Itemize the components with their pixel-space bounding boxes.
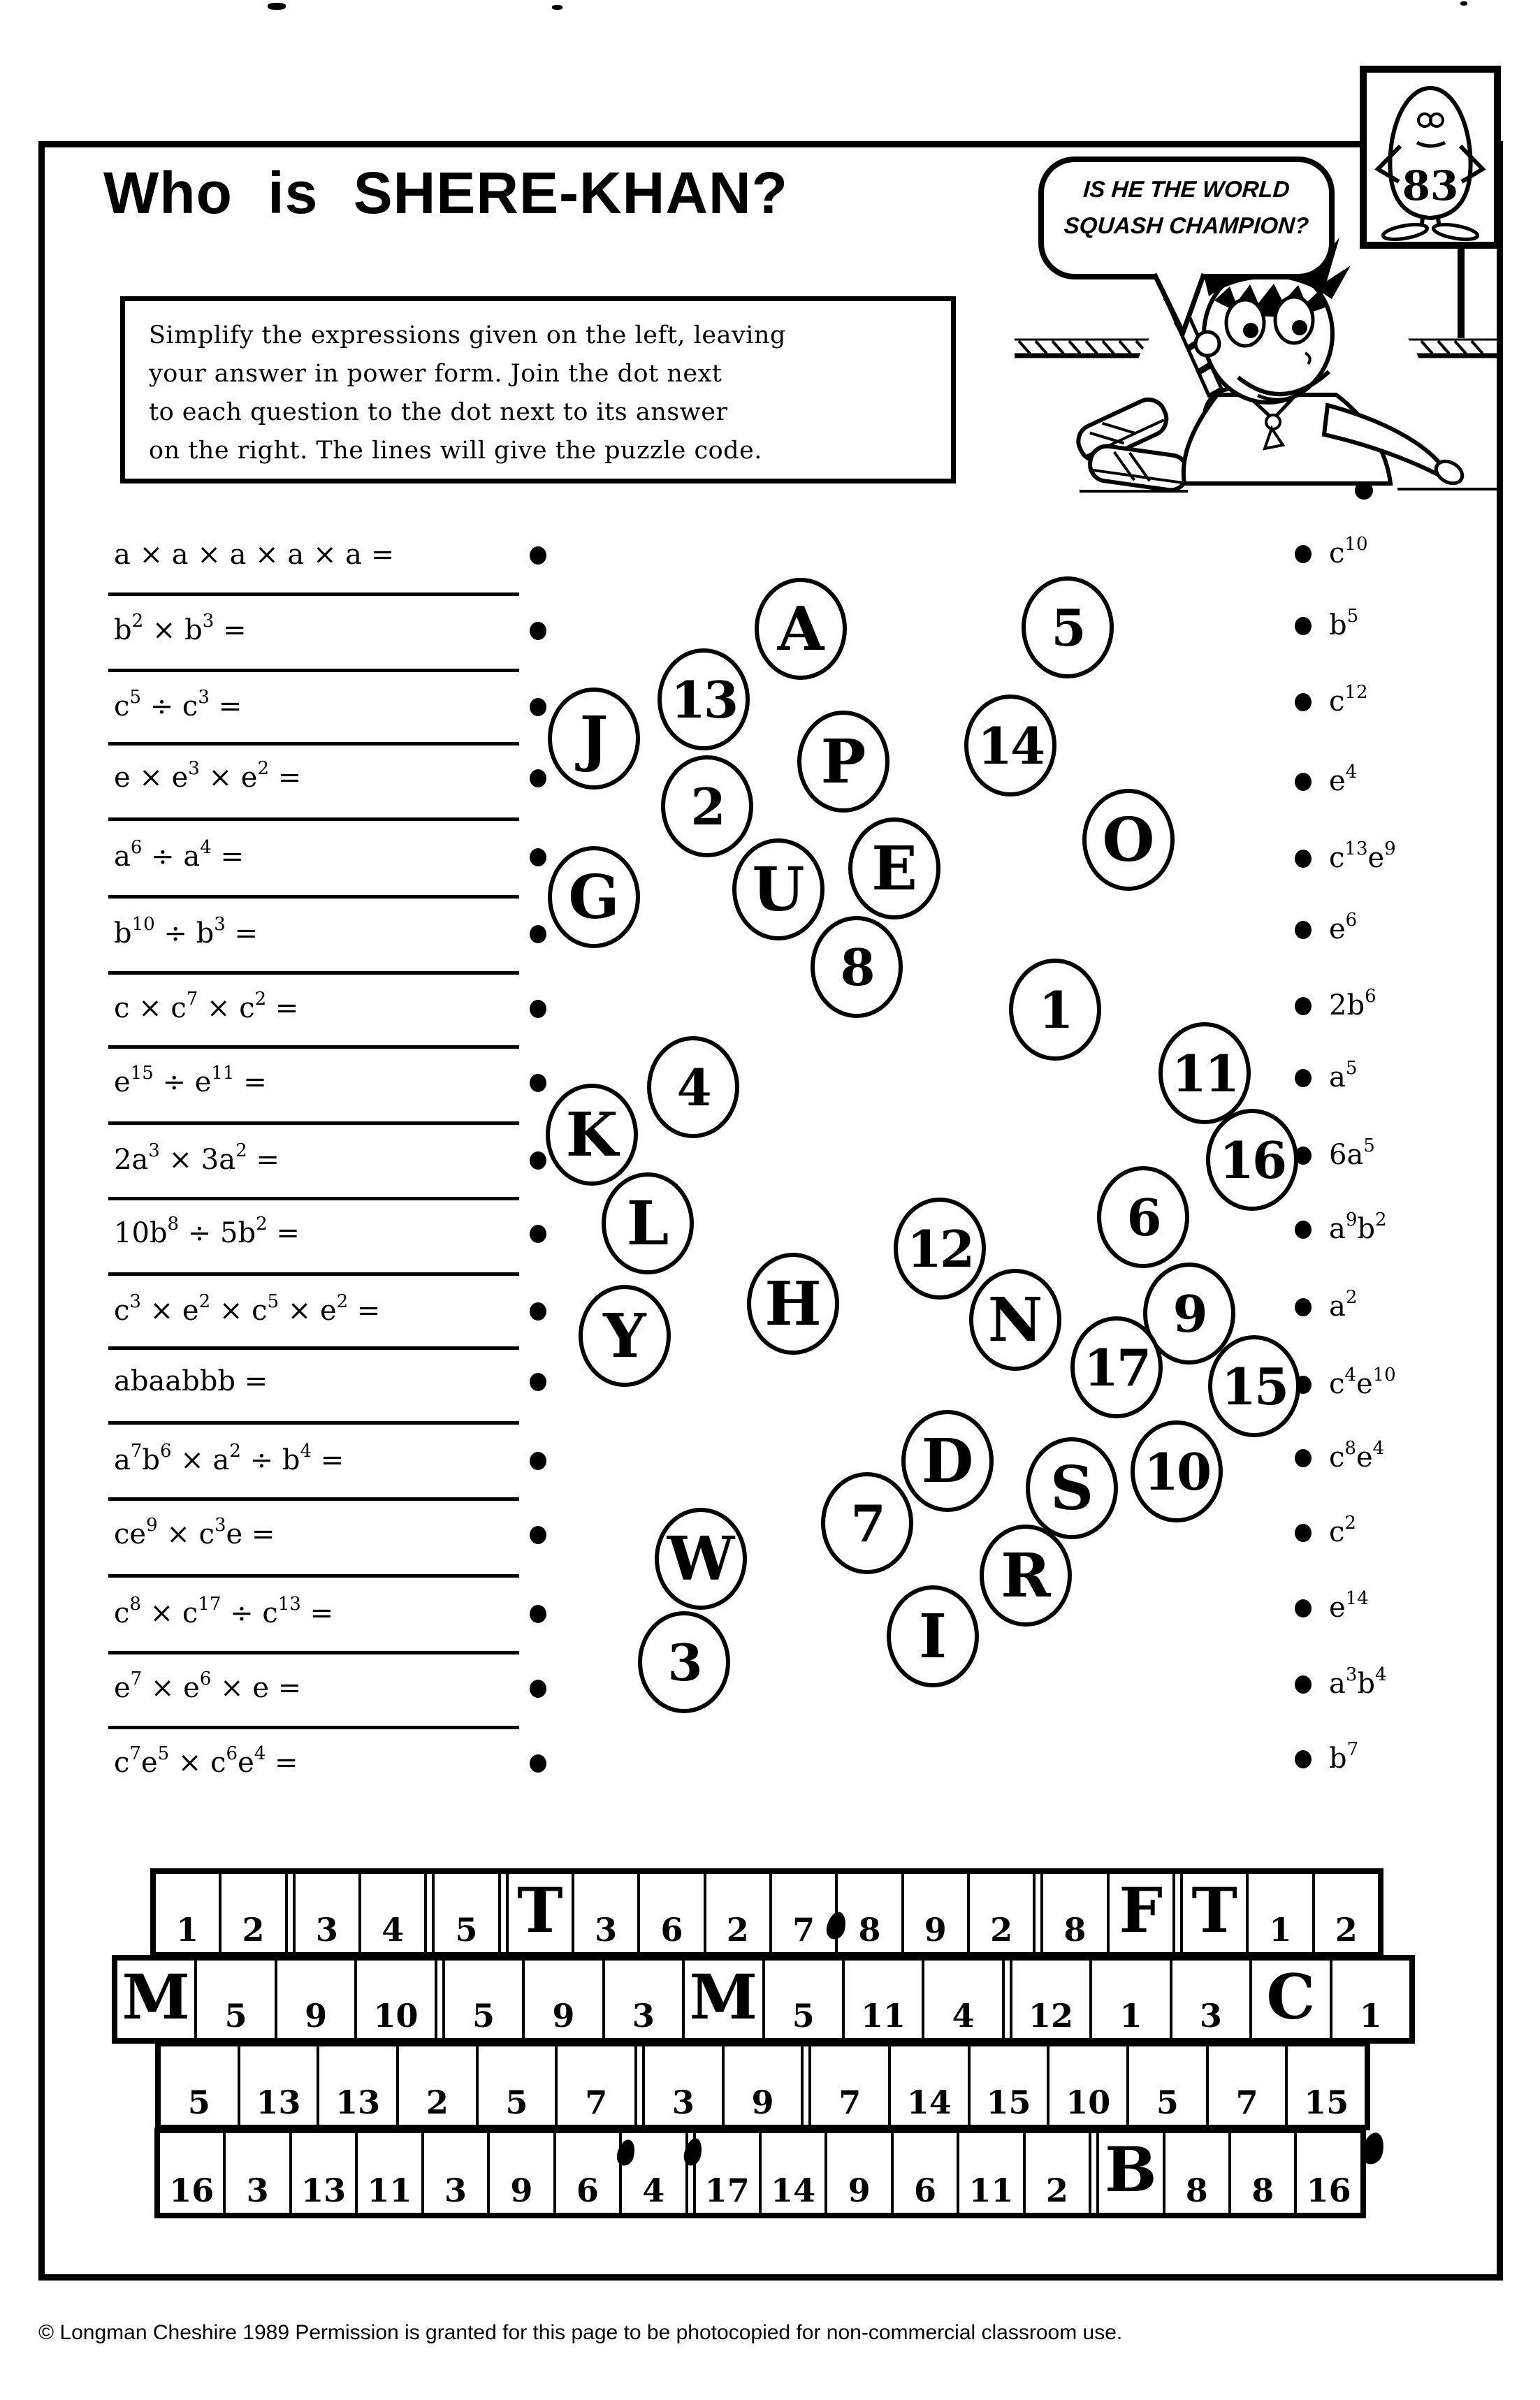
code-cell [1246, 1874, 1312, 1952]
code-cell [645, 2046, 722, 2125]
answer-dot [1295, 617, 1312, 635]
code-grid-row-3 [155, 2041, 1370, 2130]
code-number: 10 [373, 1997, 419, 2035]
code-number: 2 [242, 1911, 265, 1949]
code-cell [476, 2046, 555, 2125]
question-dot [530, 698, 546, 716]
question-dot [530, 1000, 546, 1018]
code-number: 7 [792, 1911, 815, 1949]
code-cell [957, 2133, 1022, 2213]
code-number: 2 [1045, 2172, 1068, 2209]
code-number: 16 [1306, 2172, 1351, 2209]
answer-writing-line [108, 592, 519, 596]
code-circle-3: 3 [638, 1611, 730, 1713]
copyright-footer: © Longman Cheshire 1989 Permission is granted for this page to be photocopied for non-commercial classroom use. [38, 2321, 1123, 2344]
word-separator [498, 1874, 509, 1952]
code-circle-k: K [546, 1084, 638, 1186]
question-expression: $a^6 \div a^4$ = [114, 837, 244, 873]
answer-dot [1295, 1069, 1312, 1087]
code-cell [1023, 2133, 1089, 2213]
code-cell [922, 1961, 1001, 2038]
question-dot [530, 1452, 546, 1470]
code-cell [637, 1874, 703, 1952]
answer-writing-line [108, 1272, 519, 1276]
answer-expression: $b^5$ [1329, 606, 1359, 641]
code-number: 1 [1359, 1997, 1382, 2035]
word-separator [634, 2046, 645, 2125]
question-expression: $c^7e^5 \times c^6e^4$ = [114, 1743, 298, 1779]
code-circle-u: U [732, 838, 825, 940]
code-given-letter: T [517, 1874, 563, 1947]
code-cell [1206, 2046, 1286, 2125]
code-number: 1 [1269, 1911, 1292, 1949]
code-number: 1 [1119, 1997, 1142, 2035]
code-number: 2 [726, 1911, 749, 1949]
speech-text-line2: SQUASH CHAMPION? [1063, 212, 1310, 238]
boy-eye [1275, 297, 1313, 343]
code-cell [967, 1874, 1033, 1952]
code-number: 5 [505, 2083, 528, 2121]
code-circle-p: P [797, 711, 889, 813]
code-number: 9 [552, 1997, 575, 2035]
code-cell [223, 2133, 289, 2213]
code-circle-11: 11 [1158, 1022, 1251, 1124]
code-cell [289, 2133, 355, 2213]
code-circle-d: D [901, 1410, 994, 1512]
code-grid-row-4 [154, 2128, 1366, 2218]
code-given-letter: B [1105, 2133, 1157, 2206]
answer-expression: $c^8e^4$ [1329, 1438, 1385, 1474]
code-number: 4 [382, 1911, 405, 1949]
code-number: 8 [1251, 2172, 1274, 2209]
code-number: 13 [256, 2083, 301, 2121]
question-expression: $e \times e^3 \times e^2$ = [114, 758, 302, 794]
answer-writing-line [108, 1346, 519, 1350]
question-expression: $e^{15} \div e^{11}$ = [114, 1063, 267, 1098]
answer-expression: $6a^5$ [1329, 1135, 1375, 1171]
code-number: 9 [305, 1997, 328, 2035]
code-number: 8 [1063, 1911, 1087, 1949]
answer-dot [1295, 1449, 1312, 1467]
code-cell [435, 1874, 497, 1952]
question-dot [530, 1680, 546, 1698]
answer-expression: $e^6$ [1329, 910, 1358, 945]
code-cell [759, 2133, 825, 2213]
code-number: 5 [792, 1997, 815, 2035]
code-circle-14: 14 [964, 694, 1056, 797]
code-cell [1089, 1961, 1169, 2038]
code-number: 11 [968, 2172, 1014, 2209]
code-number: 13 [301, 2172, 347, 2209]
badge-number: 83 [1402, 162, 1459, 210]
photocopy-speck [552, 5, 562, 10]
code-cell [704, 1874, 769, 1952]
code-number: 1 [176, 1911, 199, 1949]
badge-blob-character [1367, 73, 1494, 242]
code-cell [835, 1874, 901, 1952]
code-cell [968, 2046, 1047, 2125]
code-number: 8 [1185, 2172, 1208, 2209]
answer-expression: $a^5$ [1329, 1058, 1358, 1093]
code-circle-16: 16 [1206, 1109, 1298, 1211]
question-dot [530, 925, 546, 943]
code-number: 9 [924, 1911, 947, 1949]
code-circle-2: 2 [661, 755, 753, 857]
code-number: 9 [751, 2083, 774, 2121]
page-title: Who is SHERE-KHAN? [103, 160, 788, 226]
code-number: 15 [1304, 2083, 1349, 2121]
word-separator [435, 1961, 445, 2038]
code-cell [1170, 1961, 1249, 2038]
question-expression: a × a × a × a × a = [114, 539, 395, 571]
code-cell [317, 2046, 396, 2125]
code-given-letter: F [1119, 1874, 1163, 1947]
code-cell [445, 1961, 522, 2038]
answer-writing-line [108, 1197, 519, 1200]
code-cell [194, 1961, 274, 2038]
answer-expression: $a^2$ [1329, 1287, 1358, 1323]
instructions-line: on the right. The lines will give the puzzle code. [149, 437, 762, 465]
code-circle-7: 7 [821, 1472, 913, 1574]
answer-expression: $c^{13}e^9$ [1329, 838, 1396, 874]
question-expression: $10b^8 \div 5b^2$ = [114, 1214, 300, 1249]
answer-writing-line [108, 1574, 519, 1578]
code-cell [602, 1961, 682, 2038]
answer-dot [1295, 997, 1312, 1015]
code-cell [117, 1961, 194, 2038]
code-cell [355, 2133, 421, 2213]
code-number: 8 [858, 1911, 881, 1949]
speech-text-line1: IS HE THE WORLD [1082, 176, 1291, 202]
code-given-letter: M [122, 1961, 190, 2033]
answer-dot [1295, 1524, 1312, 1542]
code-circle-15: 15 [1208, 1335, 1300, 1437]
code-number: 3 [444, 2172, 467, 2209]
question-expression: $c^3 \times e^2 \times c^5 \times e^2$ = [114, 1291, 381, 1327]
code-cell [553, 2133, 619, 2213]
instructions-line: your answer in power form. Join the dot next [149, 360, 722, 388]
question-expression: $ce^9 \times c^3e$ = [114, 1515, 275, 1550]
code-number: 11 [861, 1997, 906, 2035]
code-circle-1: 1 [1009, 959, 1101, 1061]
answer-expression: $2b^6$ [1329, 986, 1376, 1021]
answer-writing-line [108, 1421, 519, 1425]
code-cell [161, 2046, 238, 2125]
answer-dot [1295, 1675, 1312, 1694]
code-number: 7 [1235, 2083, 1258, 2121]
code-number: 3 [1199, 1997, 1222, 2035]
code-circle-y: Y [579, 1285, 671, 1387]
word-separator [1002, 1961, 1012, 2038]
answer-dot [1295, 1750, 1312, 1768]
code-cell [769, 1874, 835, 1952]
answer-expression: $c^4e^{10}$ [1329, 1365, 1396, 1400]
code-number: 5 [472, 1997, 495, 2035]
question-dot [530, 1225, 546, 1243]
code-number: 16 [169, 2172, 215, 2209]
question-expression: $b^2 \times b^3$ = [114, 611, 247, 646]
question-expression: $c^8 \times c^{17} \div c^{13}$ = [114, 1594, 334, 1629]
answer-dot [1295, 921, 1312, 939]
code-cell [1249, 1961, 1329, 2038]
code-cell [1183, 1874, 1246, 1952]
code-circle-r: R [980, 1525, 1072, 1627]
code-number: 14 [906, 2083, 952, 2121]
question-expression: $2a^3 \times 3a^2$ = [114, 1140, 279, 1176]
answer-expression: $c^2$ [1329, 1513, 1356, 1548]
instructions-line: Simplify the expressions given on the left, leaving [149, 321, 786, 349]
answer-expression: $b^7$ [1329, 1739, 1359, 1775]
code-grid-row-1 [150, 1868, 1383, 1958]
code-number: 5 [187, 2083, 210, 2121]
answer-writing-line [108, 971, 519, 975]
code-number: 4 [642, 2172, 665, 2209]
code-cell [1294, 2133, 1360, 2213]
code-cell [1043, 1874, 1106, 1952]
code-number: 6 [914, 2172, 937, 2209]
answer-dot [1295, 1221, 1312, 1239]
code-cell [1312, 1874, 1378, 1952]
code-number: 7 [838, 2083, 862, 2121]
code-cell [509, 1874, 572, 1952]
code-number: 10 [1066, 2083, 1111, 2121]
code-circle-j: J [548, 688, 640, 790]
answer-dot [1295, 1298, 1312, 1316]
code-circle-4: 4 [647, 1036, 739, 1138]
code-cell [156, 1874, 219, 1952]
question-dot [530, 769, 546, 787]
code-given-letter: T [1191, 1874, 1237, 1947]
speech-bubble-tail [1090, 268, 1244, 345]
code-number: 17 [704, 2172, 750, 2209]
answer-writing-line [108, 1121, 519, 1125]
code-cell [358, 1874, 424, 1952]
question-expression: $b^{10} \div b^3$ = [114, 914, 259, 950]
answer-expression: $a^3b^4$ [1329, 1664, 1387, 1700]
code-given-letter: M [689, 1961, 757, 2033]
code-number: 7 [585, 2083, 608, 2121]
question-dot [530, 622, 546, 640]
code-cell [1047, 2046, 1126, 2125]
code-cell [825, 2133, 890, 2213]
answer-writing-line [108, 1651, 519, 1654]
word-separator [1172, 1874, 1183, 1952]
code-cell [354, 1961, 434, 2038]
code-circle-12: 12 [894, 1198, 986, 1300]
code-number: 9 [510, 2172, 533, 2209]
code-cell [901, 1874, 967, 1952]
code-cell [1163, 2133, 1228, 2213]
code-cell [762, 1961, 842, 2038]
question-dot [530, 1074, 546, 1092]
answer-dot [1295, 545, 1312, 563]
code-number: 2 [1335, 1911, 1358, 1949]
photocopy-speck [1460, 1, 1467, 6]
code-cell [1099, 2133, 1162, 2213]
code-number: 2 [990, 1911, 1013, 1949]
code-cell [1330, 1961, 1409, 2038]
answer-expression: $e^{14}$ [1329, 1588, 1369, 1624]
code-cell [522, 1961, 602, 2038]
code-number: 3 [246, 2172, 269, 2209]
code-number: 2 [426, 2083, 449, 2121]
code-grid-row-2 [112, 1955, 1415, 2044]
question-expression: $c^5 \div c^3$ = [114, 687, 242, 722]
code-circle-13: 13 [658, 648, 750, 750]
code-number: 3 [315, 1911, 338, 1949]
question-dot [530, 1526, 546, 1544]
code-cell [572, 1874, 637, 1952]
code-number: 11 [367, 2172, 412, 2209]
code-circle-h: H [747, 1253, 839, 1355]
code-given-letter: C [1266, 1961, 1316, 2033]
code-cell [722, 2046, 801, 2125]
code-cell [555, 2046, 634, 2125]
question-expression: $e^7 \times e^6 \times e$ = [114, 1668, 302, 1704]
code-circle-6: 6 [1097, 1166, 1189, 1268]
question-dot [530, 546, 546, 565]
word-separator [801, 2046, 811, 2125]
code-circle-e: E [848, 817, 940, 919]
code-cell [682, 1961, 762, 2038]
question-dot [530, 1151, 546, 1170]
question-expression: $c \times c^7 \times c^2$ = [114, 989, 299, 1024]
code-circle-i: I [887, 1585, 979, 1687]
word-separator [1089, 2133, 1099, 2213]
code-number: 3 [595, 1911, 618, 1949]
word-separator [285, 1874, 296, 1952]
code-circle-9: 9 [1143, 1263, 1235, 1365]
code-cell [296, 1874, 358, 1952]
code-number: 12 [1029, 1997, 1074, 2035]
question-dot [530, 1754, 546, 1773]
code-number: 6 [660, 1911, 683, 1949]
code-cell [891, 2133, 957, 2213]
question-dot [530, 1373, 546, 1391]
code-number: 5 [224, 1997, 247, 2035]
question-expression: $a^7b^6 \times a^2 \div b^4$ = [114, 1441, 344, 1476]
code-cell [487, 2133, 553, 2213]
code-number: 5 [455, 1911, 478, 1949]
page-badge [1360, 66, 1501, 249]
answer-expression: $c^{12}$ [1329, 682, 1368, 718]
instructions-line: to each question to the dot next to its answer [149, 398, 728, 426]
badge-stick [1458, 249, 1465, 338]
code-number: 13 [335, 2083, 381, 2121]
answer-dot [1295, 850, 1312, 868]
answer-writing-line [108, 895, 519, 899]
word-separator [1033, 1874, 1043, 1952]
code-circle-w: W [655, 1508, 747, 1610]
word-separator [424, 1874, 435, 1952]
code-number: 14 [771, 2172, 816, 2209]
photocopy-speck [268, 3, 286, 10]
code-circle-8: 8 [811, 916, 903, 1018]
code-cell [1285, 2046, 1365, 2125]
code-cell [219, 1874, 284, 1952]
answer-writing-line [108, 1497, 519, 1501]
answer-dot [1295, 773, 1312, 791]
code-circle-17: 17 [1070, 1316, 1163, 1418]
code-number: 15 [986, 2083, 1031, 2121]
code-circle-l: L [602, 1172, 694, 1274]
answer-writing-line [108, 742, 519, 746]
code-cell [160, 2133, 223, 2213]
code-number: 5 [1156, 2083, 1179, 2121]
code-number: 3 [671, 2083, 695, 2121]
code-circle-5: 5 [1022, 576, 1114, 678]
code-cell [696, 2133, 759, 2213]
code-cell [275, 1961, 354, 2038]
code-cell [1126, 2046, 1206, 2125]
answer-dot [1295, 1599, 1312, 1617]
question-expression: abaabbb = [114, 1365, 268, 1397]
code-cell [1012, 1961, 1089, 2038]
code-cell [842, 1961, 922, 2038]
code-number: 3 [632, 1997, 655, 2035]
question-dot [530, 1605, 546, 1623]
squash-ball-icon [1355, 481, 1373, 500]
answer-writing-line [108, 1726, 519, 1729]
answer-expression: $a^9b^2$ [1329, 1209, 1387, 1245]
code-cell [888, 2046, 968, 2125]
code-circle-10: 10 [1131, 1420, 1223, 1522]
code-circle-n: N [969, 1269, 1061, 1371]
code-cell [396, 2046, 476, 2125]
code-cell [238, 2046, 317, 2125]
code-cell [811, 2046, 888, 2125]
code-circle-g: G [548, 846, 640, 948]
answer-dot [1295, 693, 1312, 711]
code-number: 6 [576, 2172, 599, 2209]
answer-expression: $e^4$ [1329, 762, 1358, 797]
code-cell [1228, 2133, 1294, 2213]
answer-writing-line [108, 1045, 519, 1049]
answer-writing-line [108, 817, 519, 821]
code-circle-s: S [1026, 1437, 1118, 1539]
code-circle-a: A [755, 578, 847, 680]
answer-expression: $c^{10}$ [1329, 534, 1368, 569]
question-dot [530, 848, 546, 866]
code-number: 4 [952, 1997, 975, 2035]
code-number: 9 [848, 2172, 871, 2209]
code-cell [421, 2133, 487, 2213]
code-cell [1107, 1874, 1172, 1952]
instructions-box [120, 296, 956, 483]
question-dot [530, 1302, 546, 1321]
answer-writing-line [108, 669, 519, 672]
code-circle-o: O [1082, 789, 1175, 891]
